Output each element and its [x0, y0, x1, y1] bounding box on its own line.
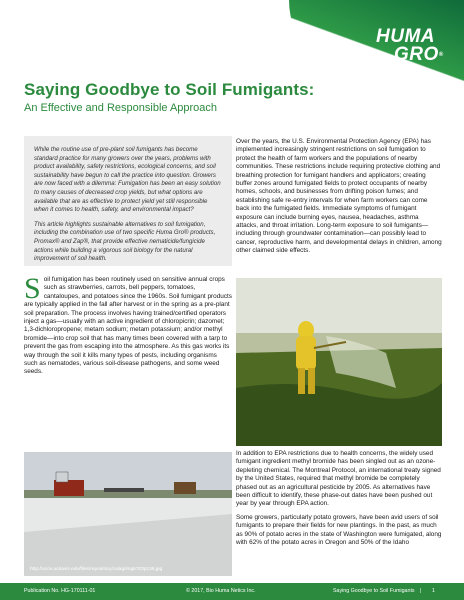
right-paragraph-2: In addition to EPA restrictions due to health concerns, the widely used fumigant ingredient methyl bromide has been singled out as an ozone-depleting chemical. The Montreal Protocol, an international treaty signed by the United States, required that methyl bromide be completely phased out as an agricultural pesticide by 2005. As alternatives have been difficult to identify, these phase-out dates have been pushed out year by year through EPA action.: [236, 450, 441, 508]
left-column: [24, 272, 232, 377]
footer-page-number: 1: [432, 588, 435, 594]
drop-cap: S: [24, 272, 41, 305]
photo-applicator-illustration: [236, 278, 442, 446]
photo-tarped-field: [24, 452, 232, 576]
right-column-top: [236, 138, 442, 261]
footer-separator: |: [420, 588, 422, 594]
left-body-text: oil fumigation has been routinely used on sensitive annual crops such as strawberries, carrots, bell peppers, tomatoes, cantaloupes, and potatoes since the 1960s. Soil fumigant products are typically applied in the fall after harvest or in the spring as a pre-plant soil preparation. The process involves having trained/certified operators inject a gas—usually with an active ingredient of chloropicrin; dazomet; 1,3-dichloropropene; metam sodium; metam potassium; and/or methyl bromide—into crop soil that has many times been covered with a tarp to prevent the gas from escaping into the atmosphere. As this gas works its way through the soil it kills many types of pests, including organisms such as nematodes, various soil-disease pathogens, and some weed seeds.: [24, 276, 232, 376]
logo-line-gro: GRO®: [394, 44, 444, 65]
huma-gro-logo: [376, 28, 446, 72]
photo-field-illustration: [24, 452, 232, 576]
right-column-bottom: [236, 450, 442, 552]
logo-line-huma: HUMA: [376, 26, 435, 47]
intro-paragraph-1: While the routine use of pre-plant soil fumigants has become standard practice for many growers over the years, problems with product availability, safety restrictions, ecological concerns, and soil sustainability have begun to call the practice into question. Growers are now faced with a dilemma: Fumigation has been an easy solution to many causes of decreased crop yields, but what options are available that are as effective to protect yield yet still responsible when it comes to health, safety, and environmental impact?: [34, 146, 221, 214]
page-title: Saying Goodbye to Soil Fumigants:: [24, 80, 315, 99]
footer-copyright: © 2017, Bio Huma Netics Inc.: [186, 588, 256, 594]
photo-source-url[interactable]: http://ucce.ucdavis.edu/files/repository/calag/img6703p136.jpg: [30, 567, 163, 572]
left-body: [24, 272, 232, 377]
page-subtitle: An Effective and Responsible Approach: [24, 102, 218, 114]
footer-title: Saying Goodbye to Soil Fumigants: [333, 588, 415, 594]
photo-fumigant-applicator: [236, 278, 442, 446]
right-paragraph-1: Over the years, the U.S. Environmental Protection Agency (EPA) has implemented increasingly stringent restrictions on soil fumigation to protect the health of farm workers and the populations of nearby communities. These restrictions include requiring protective clothing and breathing protection for fumigant handlers and applicators; creating buffer zones around fumigated fields to protect occupants of nearby homes, schools, and businesses from drifting poison fumes; and establishing safe re-entry intervals for when farm workers can come back into the fumigated fields. Immediate symptoms of fumigant exposure can include burning eyes, nausea, headaches, asthma attacks, and throat irritation. Long-term exposure to soil fumigants—including through groundwater contamination—can possibly lead to cancer, reproductive harm, and developmental delays in children, among other claimed side effects.: [236, 138, 442, 255]
right-paragraph-3: Some growers, particularly potato growers, have been avid users of soil fumigants to prepare their fields for new plantings. In the past, as much as 90% of potato acres in the state of Washington were fumigated, along with 62% of the potato acres in Oregon and 50% of the Idaho: [236, 513, 442, 547]
intro-box: [24, 136, 232, 266]
footer-bar: [0, 583, 464, 600]
intro-paragraph-2: This article highlights sustainable alternatives to soil fumigation, including the combination use of two specific Huma Gro® products, Promax® and Zap®, that provide effective nematicide/fungicide actions while building a vigorous soil biology for the natural improvement of soil health.: [34, 220, 216, 263]
footer-publication-number: Publication No. HG-170111-01: [24, 588, 96, 594]
